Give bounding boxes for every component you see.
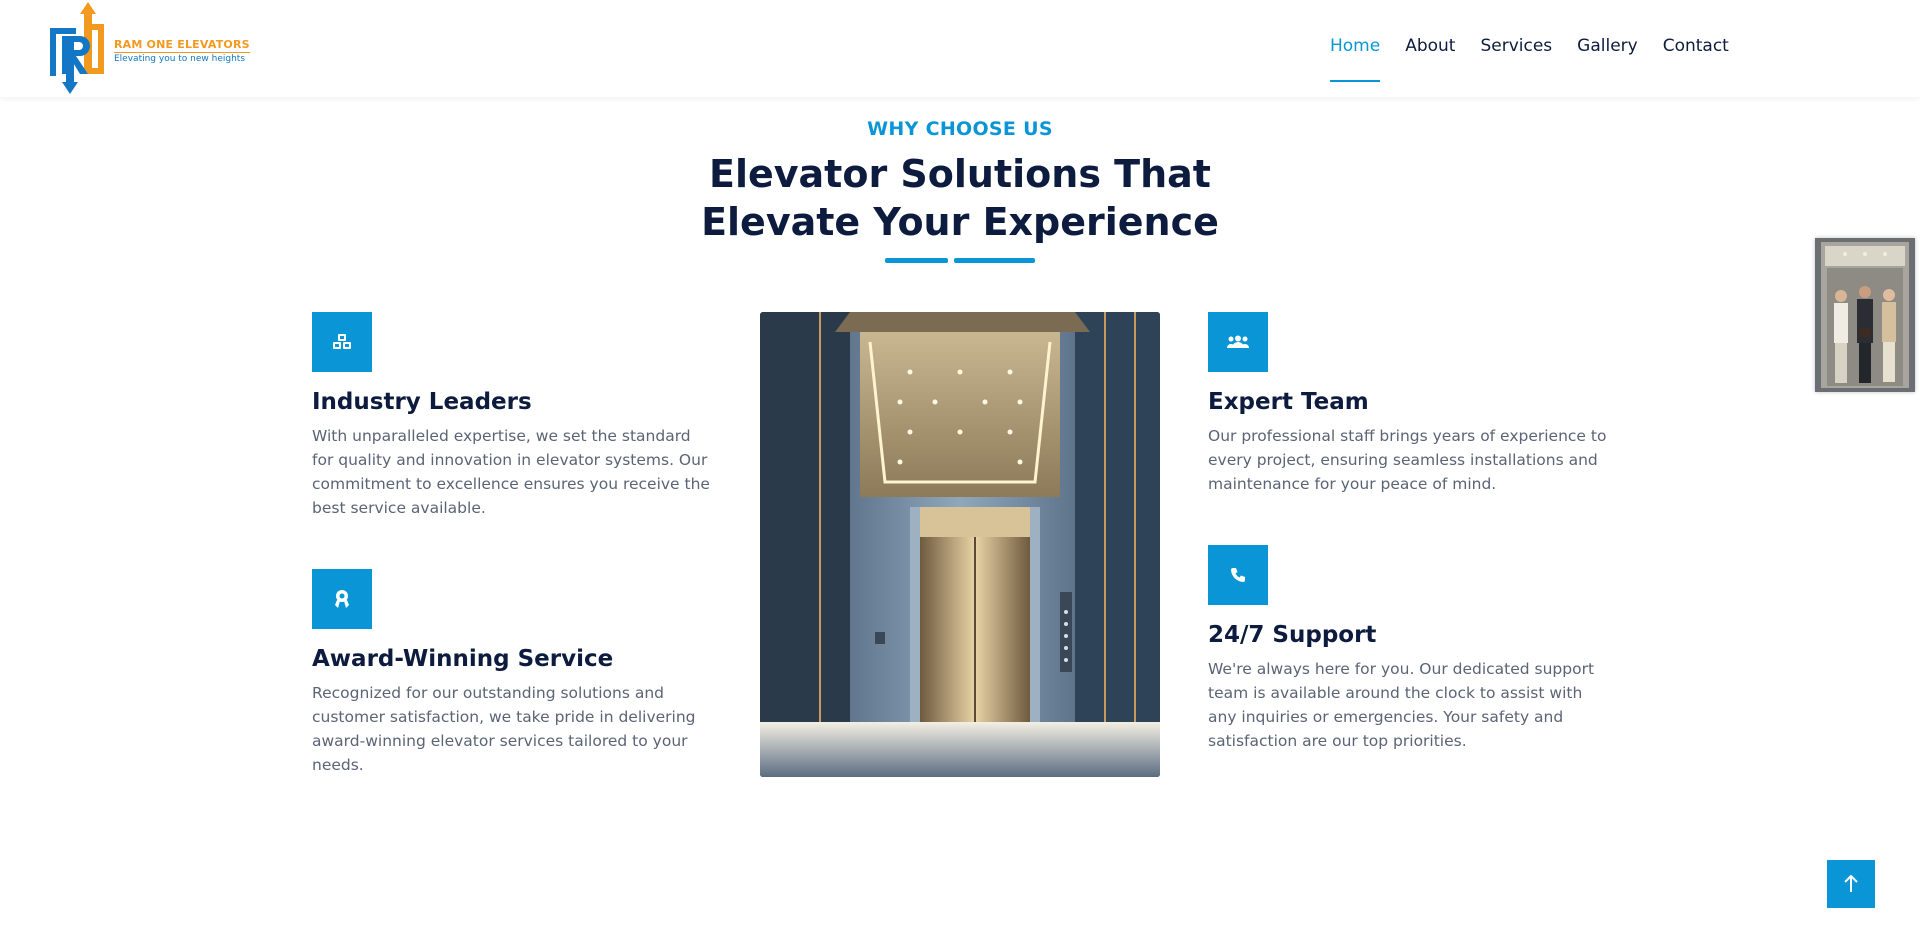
feature-title: Industry Leaders xyxy=(312,389,532,415)
site-header xyxy=(0,0,1920,97)
feature-description: We're always here for you. Our dedicated support team is available around the clock to assist with any inquiries or emergencies. Your safety and satisfaction are our top priorities. xyxy=(1208,660,1595,750)
feature-description: With unparalleled expertise, we set the standard for quality and innovation in elevator systems. Our commitment to excellence ensures you receive the best service available. xyxy=(312,427,710,517)
nav-about[interactable]: About xyxy=(1405,36,1456,56)
award-icon xyxy=(312,569,372,629)
section-title xyxy=(0,150,1920,246)
feature-title: Award-Winning Service xyxy=(312,646,614,672)
title-underline-right xyxy=(954,258,1035,263)
section-title-line2: Elevate Your Experience xyxy=(701,200,1219,244)
feature-description: Our professional staff brings years of experience to every project, ensuring seamless installations and maintenance for your peace of mind. xyxy=(1208,427,1607,493)
brand-tagline: Elevating you to new heights xyxy=(114,54,246,64)
section-title-line1: Elevator Solutions That xyxy=(709,152,1211,196)
feature-title: Expert Team xyxy=(1208,389,1369,415)
arrow-up-icon xyxy=(1844,875,1858,893)
section-eyebrow: WHY CHOOSE US xyxy=(867,118,1053,140)
nav-home[interactable]: Home xyxy=(1330,36,1380,83)
scroll-to-top-button[interactable] xyxy=(1827,860,1875,908)
cubes-icon xyxy=(312,312,372,372)
elevator-people-image[interactable] xyxy=(1815,238,1915,392)
title-underline-left xyxy=(885,258,948,263)
feature-support xyxy=(1208,545,1608,753)
phone-icon xyxy=(1208,545,1268,605)
elevator-lobby-image xyxy=(760,312,1160,777)
feature-description: Recognized for our outstanding solutions and customer satisfaction, we take pride in delivering award-winning elevator services tailored to your needs. xyxy=(312,684,696,774)
team-icon xyxy=(1208,312,1268,372)
feature-title: 24/7 Support xyxy=(1208,622,1377,648)
feature-industry-leaders xyxy=(312,312,712,520)
logo-mark-icon xyxy=(48,2,114,94)
nav-contact[interactable]: Contact xyxy=(1662,36,1729,56)
site-logo[interactable] xyxy=(48,2,258,94)
feature-award-winning xyxy=(312,569,712,777)
nav-gallery[interactable]: Gallery xyxy=(1577,36,1638,56)
nav-services[interactable]: Services xyxy=(1480,36,1553,56)
brand-name: RAM ONE ELEVATORS xyxy=(114,38,250,51)
main-nav xyxy=(1330,36,1754,83)
feature-expert-team xyxy=(1208,312,1608,496)
